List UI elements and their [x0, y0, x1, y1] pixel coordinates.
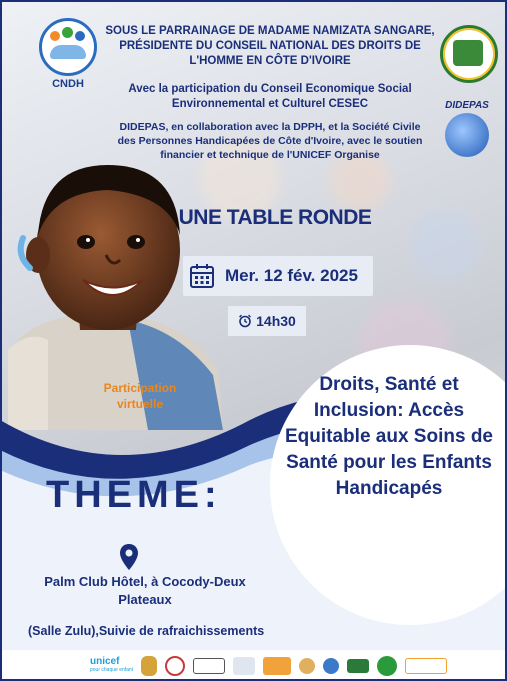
- event-title: UNE TABLE RONDE: [178, 206, 372, 229]
- partner-logo: [263, 657, 291, 675]
- globe-icon: [445, 113, 489, 157]
- event-time: 14h30: [256, 313, 296, 329]
- federation-logo: [440, 25, 498, 83]
- collaboration-text: DIDEPAS, en collaboration avec la DPPH, et la Société Civile des Personnes Handicapées de Côte d'Ivoire, avec le soutien financier et technique de l'UNICEF Organise: [117, 121, 423, 161]
- partner-logo: [405, 658, 447, 674]
- didepas-label: DIDEPAS: [445, 100, 489, 111]
- unicef-logo: unicef pour chaque enfant: [90, 655, 134, 673]
- cndh-label: CNDH: [52, 78, 84, 90]
- partner-logo: [347, 659, 369, 673]
- event-date: Mer. 12 fév. 2025: [225, 266, 358, 285]
- partner-logo: [299, 658, 315, 674]
- date-box: [183, 256, 373, 296]
- venue-place: Palm Club Hôtel, à Cocody-Deux Plateaux: [44, 574, 246, 607]
- patronage-text: SOUS LE PARRAINAGE DE MADAME NAMIZATA SANGARE, PRÉSIDENTE DU CONSEIL NATIONAL DES DROITS DE L'HOMME EN CÔTE D'IVOIRE: [105, 25, 435, 67]
- theme-label: THÈME:: [46, 474, 222, 516]
- participation-text: Avec la participation du Conseil Economique Social Environnemental et Culturel CESEC: [128, 83, 412, 110]
- partner-logo: [377, 656, 397, 676]
- partner-logo: [323, 658, 339, 674]
- alarm-clock-icon: [238, 314, 252, 328]
- partner-logos-bar: [0, 650, 507, 681]
- calendar-icon: [189, 263, 215, 289]
- didepas-logo: [432, 100, 502, 157]
- bokeh-light: [410, 210, 480, 280]
- coat-of-arms-logo: [141, 656, 157, 676]
- partner-logo: [165, 656, 185, 676]
- virtual-participation-label: Participation virtuelle: [103, 381, 177, 411]
- theme-text: Droits, Santé et Inclusion: Accès Equitable aux Soins de Santé pour les Enfants Handicapés: [285, 374, 493, 499]
- partner-logo: [193, 658, 225, 674]
- venue-room: (Salle Zulu),Suivie de rafraichissements: [28, 624, 265, 638]
- partner-logo: [233, 657, 255, 675]
- time-box: [228, 306, 306, 336]
- location-pin-icon: [119, 543, 139, 571]
- cndh-logo: [38, 18, 98, 90]
